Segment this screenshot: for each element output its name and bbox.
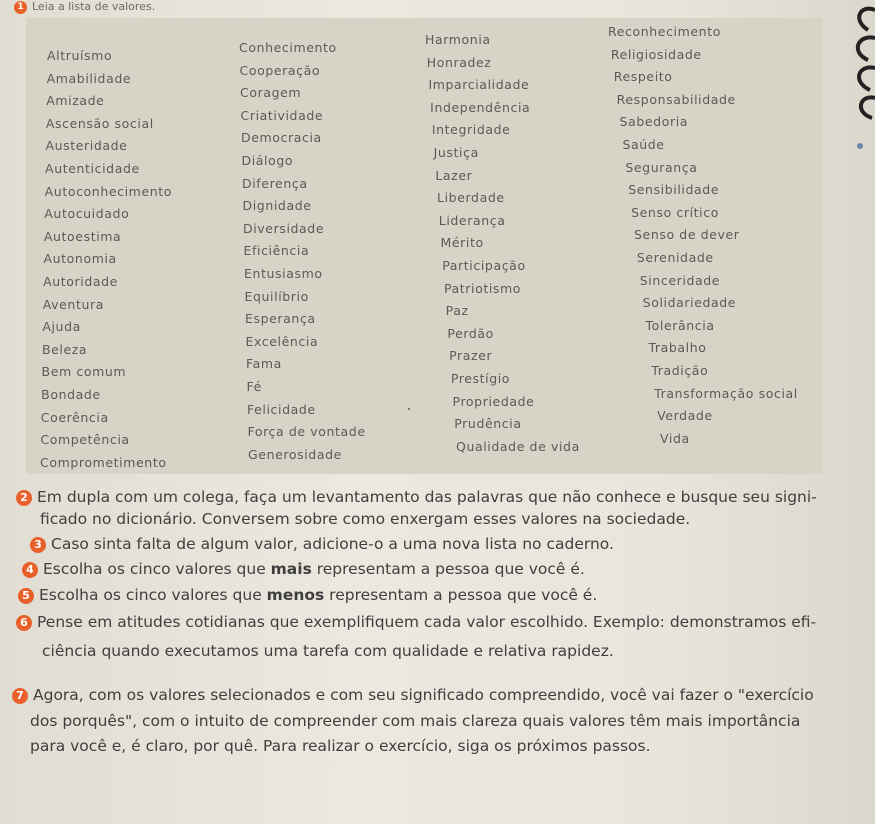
step-1 bbox=[14, 0, 155, 14]
value-word: Autocuidado bbox=[44, 206, 130, 222]
value-word: Aventura bbox=[42, 296, 104, 312]
step-3-line bbox=[30, 535, 614, 553]
value-word: Democracia bbox=[241, 130, 322, 146]
step-number-badge: 1 bbox=[14, 1, 27, 14]
value-word: Equilíbrio bbox=[244, 288, 309, 304]
value-word: Responsabilidade bbox=[616, 91, 736, 107]
value-word: Senso de dever bbox=[634, 227, 740, 243]
value-word: Paz bbox=[445, 303, 469, 319]
step-emphasis: menos bbox=[266, 586, 325, 604]
step-number-badge: 2 bbox=[16, 490, 32, 506]
value-word: Perdão bbox=[447, 325, 494, 341]
value-word: Autoridade bbox=[43, 274, 118, 289]
value-word: Integridade bbox=[431, 122, 511, 138]
value-word: Ajuda bbox=[42, 319, 81, 335]
value-word: Esperança bbox=[245, 311, 316, 327]
step-text: representam a pessoa que você é. bbox=[311, 560, 585, 578]
value-word: Tradição bbox=[651, 363, 709, 378]
value-word: Diferença bbox=[242, 175, 308, 191]
value-word: Autenticidade bbox=[45, 161, 140, 176]
step-1-text: Leia a lista de valores. bbox=[32, 0, 156, 13]
value-word: Respeito bbox=[613, 69, 673, 85]
value-word: Liberdade bbox=[437, 190, 505, 206]
values-list-panel bbox=[26, 18, 822, 474]
value-word: Transformação social bbox=[654, 385, 798, 401]
step-6-line bbox=[42, 642, 614, 660]
value-word: Honradez bbox=[426, 54, 492, 70]
value-word: Vida bbox=[660, 430, 690, 446]
value-word: Participação bbox=[442, 258, 526, 273]
value-word: Independência bbox=[430, 99, 531, 115]
value-word: Ascensão social bbox=[45, 115, 154, 131]
value-word: Sensibilidade bbox=[628, 182, 720, 198]
value-word: Dignidade bbox=[242, 198, 312, 214]
value-word: Fama bbox=[246, 356, 282, 372]
value-word: Prestígio bbox=[450, 371, 511, 386]
value-word: Liderança bbox=[438, 212, 506, 228]
value-word: Autoconhecimento bbox=[44, 183, 173, 199]
value-word: Eficiência bbox=[243, 243, 310, 259]
value-word: Coragem bbox=[240, 85, 302, 101]
value-word: Imparcialidade bbox=[428, 77, 530, 93]
value-word: Excelência bbox=[245, 333, 319, 349]
step-text: representam a pessoa que você é. bbox=[324, 586, 598, 604]
value-word: Conhecimento bbox=[239, 40, 337, 55]
value-word: Beleza bbox=[41, 341, 88, 357]
step-text: para você e, é claro, por quê. Para realizar o exercício, siga os próximos passos. bbox=[30, 737, 651, 755]
value-word: Religiosidade bbox=[610, 46, 702, 62]
step-6-line bbox=[16, 613, 816, 631]
value-word: Serenidade bbox=[636, 250, 714, 265]
step-text: dos porquês", com o intuito de compreender com mais clareza quais valores têm mais importância bbox=[30, 712, 801, 730]
value-word: Fé bbox=[246, 379, 262, 394]
value-word: Prazer bbox=[449, 348, 493, 364]
step-text: ciência quando executamos uma tarefa com qualidade e relativa rapidez. bbox=[42, 642, 614, 660]
step-7-line bbox=[30, 737, 651, 755]
value-word: Qualidade de vida bbox=[456, 438, 580, 454]
value-word: Autonomia bbox=[43, 251, 117, 267]
step-number-badge: 6 bbox=[16, 615, 32, 631]
value-word: Criatividade bbox=[240, 107, 324, 123]
value-word: Cooperação bbox=[239, 62, 321, 78]
value-word: Verdade bbox=[657, 408, 713, 424]
value-word: Sinceridade bbox=[639, 272, 721, 288]
step-text: Agora, com os valores selecionados e com seu significado compreendido, você vai fazer o "exercício bbox=[33, 686, 814, 704]
step-text: Caso sinta falta de algum valor, adicione-o a uma nova lista no caderno. bbox=[51, 535, 614, 553]
step-number-badge: 7 bbox=[12, 688, 28, 704]
value-word: Senso crítico bbox=[631, 204, 719, 220]
value-word: Diálogo bbox=[241, 153, 294, 168]
step-text: Escolha os cinco valores que bbox=[39, 586, 267, 604]
stray-dot bbox=[408, 408, 410, 410]
value-word: Generosidade bbox=[248, 446, 342, 462]
step-emphasis: mais bbox=[270, 560, 312, 578]
value-word: Saúde bbox=[622, 137, 665, 152]
value-word: Mérito bbox=[440, 235, 484, 251]
step-2-line bbox=[16, 488, 817, 506]
value-word: Entusiasmo bbox=[244, 266, 323, 281]
step-text: Pense em atitudes cotidianas que exemplifiquem cada valor escolhido. Exemplo: demonstramos efi- bbox=[37, 613, 817, 631]
step-text: ficado no dicionário. Conversem sobre como enxergam esses valores na sociedade. bbox=[40, 510, 691, 528]
step-2-line bbox=[40, 510, 690, 528]
value-word: Amabilidade bbox=[46, 70, 132, 86]
value-word: Comprometimento bbox=[40, 454, 167, 470]
value-word: Força de vontade bbox=[247, 424, 366, 440]
value-word: Diversidade bbox=[243, 220, 325, 236]
step-7-line bbox=[12, 686, 814, 704]
value-word: Tolerância bbox=[645, 317, 715, 333]
step-number-badge: 5 bbox=[18, 588, 34, 604]
value-word: Prudência bbox=[454, 416, 522, 432]
value-word: Coerência bbox=[40, 409, 109, 425]
step-text: Em dupla com um colega, faça um levantamento das palavras que não conhece e busque seu signi- bbox=[37, 488, 817, 506]
value-word: Bem comum bbox=[41, 364, 127, 380]
value-word: Trabalho bbox=[648, 340, 707, 356]
value-word: Solidariedade bbox=[642, 295, 737, 311]
step-number-badge: 4 bbox=[22, 562, 38, 578]
value-word: Bondade bbox=[41, 387, 101, 402]
value-word: Autoestima bbox=[43, 228, 122, 244]
value-word: Felicidade bbox=[247, 401, 316, 417]
value-word: Amizade bbox=[46, 93, 105, 109]
step-7-line bbox=[30, 712, 800, 730]
value-word: Altruísmo bbox=[47, 48, 113, 63]
step-text: Escolha os cinco valores que bbox=[43, 560, 271, 578]
spiral-binding-icon bbox=[838, 0, 875, 170]
step-5-line bbox=[18, 586, 597, 604]
value-word: Segurança bbox=[625, 159, 698, 175]
value-word: Reconhecimento bbox=[608, 24, 721, 39]
value-word: Competência bbox=[40, 432, 130, 448]
value-word: Austeridade bbox=[45, 138, 128, 154]
step-4-line bbox=[22, 560, 585, 578]
value-word: Justiça bbox=[433, 145, 479, 160]
value-word: Sabedoria bbox=[619, 114, 689, 130]
step-number-badge: 3 bbox=[30, 537, 46, 553]
value-word: Propriedade bbox=[452, 393, 535, 409]
value-word: Harmonia bbox=[425, 32, 491, 47]
value-word: Lazer bbox=[435, 167, 473, 183]
value-word: Patriotismo bbox=[443, 280, 522, 296]
